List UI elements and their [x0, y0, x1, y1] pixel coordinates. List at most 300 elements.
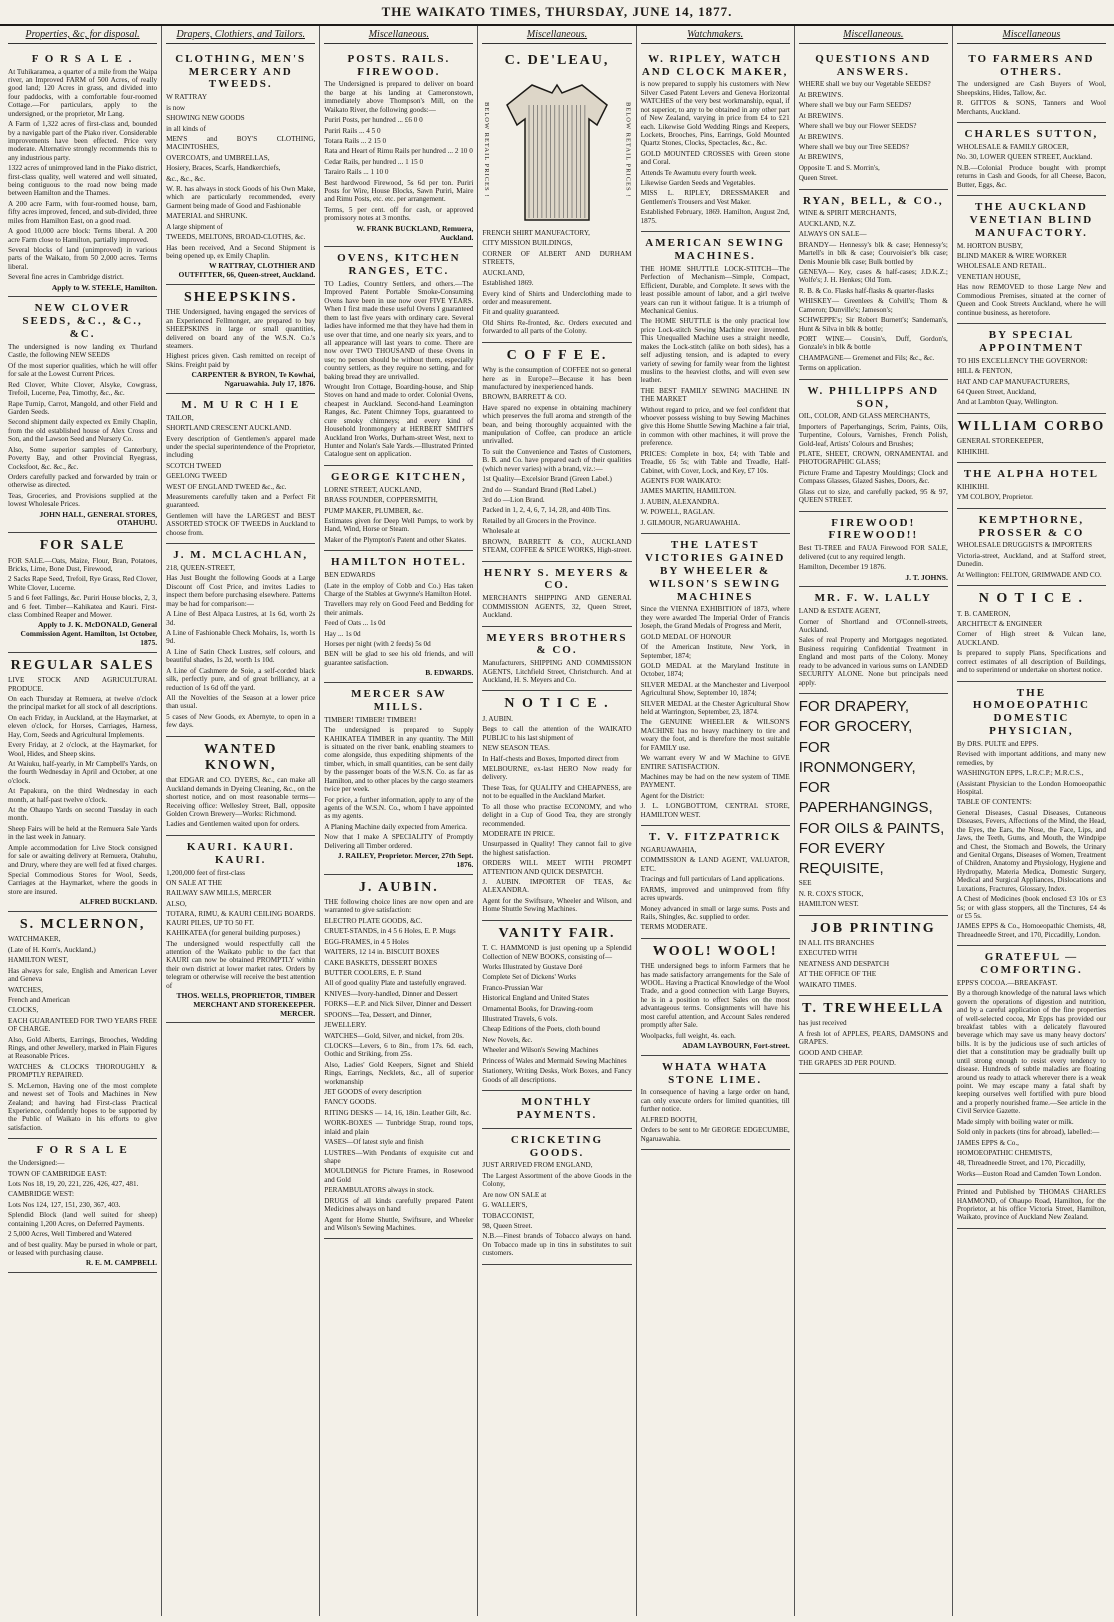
banner-line: FOR PAPERHANGINGS,: [798, 779, 933, 817]
ad-title: QUESTIONS AND ANSWERS.: [815, 52, 932, 78]
ad-paragraph: Franco-Prussian War: [482, 983, 543, 992]
ad-title: RYAN, BELL, & CO.,: [802, 194, 944, 207]
ad-body: [8, 343, 157, 509]
advertisement: [482, 1129, 631, 1265]
ad-paragraph: A Chest of Medicines (book enclosed £3 10s or £3 5s; or with glass stoppers, all the Tinctures, £4 4s or £5 5s.: [956, 895, 1106, 920]
ad-paragraph: BRANDY— Hennessy's blk & case; Hennessy's; Martell's in blk & case; Courvoisier's blk case; Denis Mounie blk case; Bulk bottled by: [798, 240, 948, 266]
column-heading: Drapers, Clothiers, and Tailors.: [166, 26, 315, 44]
ad-paragraph: At Wellington: FELTON, GRIMWADE AND CO.: [956, 570, 1102, 579]
ad-paragraph: Orders to be sent to Mr GEORGE EDGECUMBE, Ngaruawahia.: [640, 1126, 790, 1143]
ad-paragraph: DRUGS of all kinds carefully prepared Patent Medicines always on hand: [324, 1196, 474, 1214]
ad-paragraph: ARCHITECT & ENGINEER: [956, 619, 1043, 628]
ad-paragraph: GOOD AND CHEAP.: [798, 1048, 863, 1057]
ad-paragraph: 1,200,000 feet of first-class: [166, 868, 245, 877]
advertisement: [799, 916, 948, 996]
ad-paragraph: WATCHES & CLOCKS THOROUGHLY & PROMPTLY REPAIRED.: [8, 1062, 158, 1080]
advertisement: [957, 682, 1106, 947]
ad-paragraph: WHOLESALE AND RETAIL.: [956, 262, 1047, 271]
ad-paragraph: Victoria-street, Auckland, and at Stafford street, Dunedin.: [956, 551, 1106, 569]
ad-paragraph: Horses per night (with 2 feeds) 5s 0d: [324, 640, 431, 649]
ad-paragraph: CLOCKS,: [8, 1006, 39, 1015]
ad-body: [482, 594, 631, 619]
advertisement: [482, 48, 631, 343]
ad-title: FIREWOOD! FIREWOOD!!: [828, 516, 919, 542]
ad-paragraph: At BREWIN'S,: [798, 153, 844, 162]
ad-paragraph: Maker of the Plympton's Patent and other Skates.: [324, 535, 467, 544]
advertisement: [799, 380, 948, 512]
ad-paragraph: A Farm of 1,322 acres of first-class and, bounded by a navigable part of the Piako river. Considerable improvements have been effected. Price very moderate. Alternative strongly recommends this to any industrious party.: [8, 120, 158, 162]
ad-body: [324, 486, 473, 545]
ad-body: [957, 483, 1106, 502]
ad-paragraph: WHISKEY— Greenlees & Colvill's; Thom & Cameron; Dunville's; Jameson's;: [798, 297, 948, 314]
ad-paragraph: YM COLBOY, Proprietor.: [956, 493, 1033, 502]
side-text-left: BELOW RETAIL PRICES !: [483, 102, 491, 198]
shirt-illustration-wrap: [482, 71, 631, 229]
ad-title: MERCER SAW MILLS.: [351, 688, 447, 713]
ad-paragraph: JAMES EPPS & Co., Homoeopathic Chemists, 48, Threadneedle Street, and 170, Piccadilly, London.: [956, 922, 1106, 939]
ad-signature: ALFRED BUCKLAND.: [79, 897, 158, 907]
ad-paragraph: Established 1869.: [482, 279, 534, 288]
ad-paragraph: The GENUINE WHEELER & WILSON'S MACHINE has no heavy machinery to tire and weary the foot, and is therefore the most suitable for FAMILY use.: [640, 718, 790, 752]
ad-paragraph: Hay ... 1s 0d: [324, 629, 361, 638]
ad-title: THE LATEST VICTORIES GAINED BY WHEELER & WILSON'S SEWING MACHINES: [644, 539, 786, 603]
ad-paragraph: A good 10,000 acre block: Terms liberal. A 200 acre Farm close to Hamilton, partially improved.: [8, 227, 158, 244]
advertisement: [8, 48, 157, 298]
ad-title: C O F F E E.: [506, 347, 608, 363]
advertisement: [324, 247, 473, 466]
ad-paragraph: ALFRED BOOTH,: [640, 1115, 697, 1124]
ad-signature: J. T. JOHNS.: [905, 572, 948, 582]
ad-paragraph: Ladies and Gentlemen waited upon for orders.: [166, 820, 300, 829]
ad-signature: B. EDWARDS.: [425, 668, 474, 678]
ad-paragraph: Is prepared to supply Plans, Specifications and correct estimates of all description of Buildings, and to superintend or undertake on shortest notice.: [956, 649, 1106, 675]
ad-paragraph: All of good quality Plate and tastefully engraved.: [324, 979, 466, 988]
ad-title: THE ALPHA HOTEL: [963, 468, 1099, 481]
ad-body: [957, 610, 1106, 675]
ad-paragraph: Agent for the Swiftsure, Wheeler and Wilson, and Home Shuttle Sewing Machines.: [482, 896, 632, 914]
ad-paragraph: THE Undersigned, having engaged the services of an Experienced Fellmonger, are prepared to buy SHEEPSKINS in large or small quantities, delivered on board any of the W.S.N. Co.'s steamers.: [166, 308, 316, 351]
ad-paragraph: JAMES MARTIN, HAMILTON.: [640, 487, 736, 496]
ad-paragraph: THE following choice lines are now open and are warranted to give satisfaction:: [324, 898, 474, 915]
ad-paragraph: JUST ARRIVED FROM ENGLAND,: [482, 1161, 593, 1170]
advertisement: [324, 875, 473, 1240]
ad-paragraph: To suit the Convenience and Tastes of Customers, B. B. and Co. have prepared each of their qualities (which never varies) with a brand, viz.:—: [482, 447, 632, 473]
ad-body: [641, 265, 790, 527]
ad-paragraph: The Largest Assortment of the above Goods in the Colony,: [482, 1171, 632, 1189]
ad-paragraph: FRENCH SHIRT MANUFACTORY,: [482, 229, 590, 238]
ad-paragraph: R. B. & Co. Flasks half-flasks & quarter-flasks: [798, 286, 934, 295]
ad-paragraph: NEW SEASON TEAS.: [482, 744, 550, 753]
ad-paragraph: SPOONS—Tea, Dessert, and Dinner,: [324, 1010, 432, 1019]
ad-title: CRICKETING GOODS.: [510, 1133, 604, 1159]
ad-body: [799, 412, 948, 504]
ad-body: [957, 242, 1106, 317]
ad-paragraph: Tracings and full particulars of Land applications.: [640, 875, 785, 884]
ad-title: WOOL! WOOL!: [652, 943, 778, 959]
ad-paragraph: Wrought Iron Cottage, Boarding-house, and Ship Stoves on hand and made to order. Colonial Ovens, cheapest in Auckland. Second-hand Leamington Ranges, &c. Patent Chimney Tops, guaranteed to cure smoky chimneys; and every kind of Household Ironmongery at HERBERT SMITH'S Auckland Iron Works, Durham-street West, next to Hunter and Nolan's Sale Yards.—Illustrated Printed Catalogue sent on application.: [324, 383, 474, 459]
advertisement: [641, 939, 790, 1056]
ad-signature: Apply to W. STEELE, Hamilton.: [51, 282, 158, 292]
ad-paragraph: Machines may be had on the new system of TIME PAYMENT.: [640, 773, 790, 790]
ad-paragraph: MODERATE IN PRICE.: [482, 829, 555, 838]
ad-paragraph: T. C. HAMMOND is just opening up a Splendid Collection of NEW BOOKS, consisting of—: [482, 944, 632, 961]
ad-paragraph: Red Clover, White Clover, Alsyke, Cowgrass, Trefoil, Lucerne, Pea, Timothy, &c., &c.: [8, 380, 158, 398]
ad-paragraph: Sold only in packets (tins for abroad), labelled:—: [956, 1128, 1100, 1137]
advertisement: [166, 285, 315, 394]
ad-body: [799, 209, 948, 372]
ad-paragraph: Also, Gold Alberts, Earrings, Brooches, Wedding Rings, and other Jewellery, marked in Plain Figures at Reasonable Prices.: [8, 1035, 158, 1061]
ad-paragraph: Has been received, And a Second Shipment is being opened up, ex Emily Chaplin.: [166, 243, 316, 261]
ad-body: [482, 944, 631, 1084]
ad-body: [482, 229, 631, 336]
ad-paragraph: Are now ON SALE at: [482, 1190, 547, 1199]
ad-paragraph: Retailed by all Grocers in the Province.: [482, 516, 596, 525]
ad-paragraph: CHAMPAGNE— Gremenet and Fils; &c., &c.: [798, 353, 935, 362]
ad-paragraph: BROWN, BARRETT & CO., AUCKLAND STEAM, COFFEE & SPICE WORKS, High-street.: [482, 537, 632, 555]
banner-text: [799, 697, 948, 879]
ad-title: REGULAR SALES: [10, 657, 155, 673]
column-5: [637, 26, 795, 1616]
advertisement: [641, 534, 790, 826]
ad-paragraph: A Planing Machine daily expected from America.: [324, 822, 467, 831]
ad-paragraph: SILVER MEDAL at the Chester Agricultural Show held at Warrington, September, 23, 1874.: [640, 699, 790, 717]
ad-paragraph: PUMP MAKER, PLUMBER, &c.: [324, 506, 424, 515]
ad-paragraph: Teas, Groceries, and Provisions supplied at the lowest Wholesale Prices.: [8, 491, 158, 509]
ad-body: [324, 280, 473, 459]
advertisement: [8, 1139, 157, 1273]
ad-paragraph: French and American: [8, 995, 70, 1004]
ad-title: THE AUCKLAND VENETIAN BLIND MANUFACTORY.: [969, 201, 1094, 239]
ad-signature: CARPENTER & BYRON, Te Kowhai, Ngaruawahia. July 17, 1876.: [191, 370, 316, 389]
ad-paragraph: J. GILMOUR, NGARUAWAHIA.: [640, 518, 741, 527]
ad-paragraph: Feed of Oats ... 1s 0d: [324, 619, 386, 628]
ad-paragraph: To all those who practise ECONOMY, and who delight in a Cup of Good Tea, they are strongly recommended.: [482, 802, 632, 828]
ad-paragraph: the Undersigned:—: [8, 1159, 65, 1168]
ad-paragraph: In Half-chests and Boxes, Imported direct from: [482, 754, 619, 763]
ad-paragraph: KNIVES—Ivory-handled, Dinner and Dessert: [324, 989, 458, 998]
column-7: [953, 26, 1110, 1616]
ad-paragraph: Have spared no expense in obtaining machinery which preserves the full aroma and strength of the bean, and being thoroughly acquainted with the manipulation of Coffee, can produce an article unrivalled.: [482, 403, 632, 446]
advertisement: [166, 836, 315, 1024]
ad-paragraph: J. AUBIN.: [482, 714, 513, 723]
ad-paragraph: SCOTCH TWEED: [166, 461, 222, 470]
ad-title: T. TREWHEELLA: [802, 1001, 945, 1016]
ad-paragraph: IN ALL ITS BRANCHES: [798, 938, 875, 947]
ad-paragraph: EXECUTED WITH: [798, 949, 858, 958]
ad-paragraph: Likewise Garden Seeds and Vegetables.: [640, 179, 756, 188]
ad-paragraph: At Waiuku, half-yearly, in Mr Campbell's Yards, on the fourth Wednesday in April and October, at one o'clock.: [8, 759, 158, 785]
ad-paragraph: A Line of Satin Check Lustres, self colours, and beautiful shades, 1s 2d, worth 1s 10d.: [166, 647, 316, 665]
ad-title: T. V. FITZPATRICK: [648, 831, 782, 844]
ad-body: [482, 715, 631, 914]
advertisement: [799, 587, 948, 694]
ad-paragraph: JAMES EPPS & Co.,: [956, 1138, 1019, 1147]
ad-paragraph: Unsurpassed in Quality! They cannot fail to give the highest satisfaction.: [482, 840, 632, 857]
advertisement: [641, 1056, 790, 1150]
ad-paragraph: Best hardwood Firewood, 5s 6d per ton. Puriri Posts for Wire, House Blocks, Sawn Puriri, Maire and Rimu Posts, etc. etc. per arrangement.: [324, 178, 474, 204]
ad-paragraph: Attends Te Awamutu every fourth week.: [640, 168, 757, 177]
column-heading: Miscellaneous.: [482, 26, 631, 44]
ad-paragraph: By DRS. PULTE and EPPS.: [956, 739, 1039, 748]
ad-paragraph: HAMILTON WEST.: [798, 900, 859, 909]
ad-paragraph: FANCY GOODS.: [324, 1098, 377, 1107]
ad-paragraph: The Undersigned is prepared to deliver on board the barge at his landing at Cameronstown, immediately above Thompson's Mill, on the Waikato River, the following goods:—: [324, 80, 474, 114]
ad-paragraph: Every Friday, at 2 o'clock, at the Haymarket, for Wool, Hides, and Sheep skins.: [8, 741, 158, 758]
ad-paragraph: Picture Frame and Tapestry Mouldings; Clock and Compass Glasses, Glazed Sashes, Doors, &c.: [798, 468, 948, 486]
ad-paragraph: is now: [166, 103, 186, 112]
ad-paragraph: TOWN OF CAMBRIDGE EAST:: [8, 1169, 107, 1178]
ad-paragraph: In consequence of having a large order on hand, can only execute orders for limited quantities, till further notice.: [640, 1088, 790, 1114]
ad-paragraph: J. AUBIN, ALEXANDRA.: [640, 497, 720, 506]
ad-paragraph: NEATNESS AND DESPATCH: [798, 959, 890, 968]
ad-paragraph: ELECTRO PLATE GOODS, &C.: [324, 916, 423, 925]
ad-paragraph: MERCHANTS SHIPPING AND GENERAL COMMISSION AGENTS, 32, Queen Street, Auckland.: [482, 594, 632, 620]
ad-body: [324, 716, 473, 850]
ad-paragraph: A large shipment of: [166, 222, 223, 231]
ad-body: [641, 605, 790, 819]
ad-paragraph: W. POWELL, RAGLAN.: [640, 508, 715, 517]
ad-paragraph: Hosiery, Braces, Scarfs, Handkerchiefs,: [166, 164, 281, 173]
ad-body: [799, 607, 948, 687]
ad-body: [641, 1088, 790, 1143]
ad-paragraph: that EDGAR and CO. DYERS, &c., can make all Auckland demands in Dyeing Cleaning, &c., on the shortest notice, and on most reasonable terms—Receiving office: Wellesley Street, Ball, opposite Golden Crown Brewery—Works: Richmond.: [166, 776, 316, 819]
banner-line: FOR EVERY REQUISITE,: [798, 839, 885, 877]
ad-paragraph: N.B.—Finest brands of Tobacco always on hand. On Tobacco made up in tins in substitutes to suit customers.: [482, 1232, 632, 1258]
ad-paragraph: MELBOURNE, ex-last HERO Now ready for delivery.: [482, 764, 632, 782]
ad-body: [166, 93, 315, 260]
ad-title: GRATEFUL — COMFORTING.: [980, 951, 1083, 977]
ad-body: [957, 143, 1106, 189]
ad-paragraph: Fit and quality guaranteed.: [482, 308, 560, 317]
ad-paragraph: Puriri Posts, per hundred ... £6 0 0: [324, 116, 423, 125]
ad-paragraph: Of the American Institute, New York, in September, 1874;: [640, 643, 790, 660]
ad-paragraph: Has now REMOVED to those Large New and Commodious Premises, situated at the corner of Queen and Cook Streets Auckland, where he will continue business, as heretofore.: [956, 283, 1106, 317]
ad-body: [324, 80, 473, 222]
advertisement: [641, 826, 790, 939]
ad-paragraph: Hamilton, December 19 1876.: [798, 563, 886, 572]
ad-title: S. MCLERNON,: [19, 917, 146, 933]
ad-title: WHATA WHATA STONE LIME.: [662, 1060, 769, 1086]
advertisement: [324, 466, 473, 551]
ad-paragraph: Has always for sale, English and American Lever and Geneva: [8, 966, 158, 984]
ad-paragraph: Gentlemen will have the LARGEST and BEST ASSORTED STOCK OF TWEEDS in Auckland to choose from.: [166, 511, 316, 537]
ad-title: KAURI. KAURI. KAURI.: [186, 840, 295, 866]
ad-paragraph: Complete Set of Dickens' Works: [482, 973, 577, 982]
ad-paragraph: WATCHES,: [8, 985, 43, 994]
ad-paragraph: Queen Street.: [798, 174, 838, 183]
ad-paragraph: THE GRAPES 3D PER POUND.: [798, 1059, 896, 1068]
ad-paragraph: KIHIKIHI.: [956, 447, 989, 456]
ad-paragraph: LAND & ESTATE AGENT,: [798, 607, 881, 616]
ad-paragraph: Totara Rails ... 2 15 0: [324, 136, 387, 145]
ad-title: JOB PRINTING: [810, 920, 936, 936]
ad-paragraph: Works—Euston Road and Camden Town London.: [956, 1169, 1102, 1178]
ad-paragraph: is now prepared to supply his customers with New Silver Cased Patent Levers and Geneva Horizontal WATCHES of the very best workmanship, equal, if not superior, to any to be obtained in any other part of New Zealand, varying in price from £4 to £21 each. Likewise Gold Wedding Rings and Keepers, Lockets, Brooches, Pins, Earrings, Gold Mounted Quartz Stones, Clocks, Spectacles, &c., &c.: [640, 80, 790, 148]
advertisement: [482, 562, 631, 627]
ad-paragraph: WHOLESALE & FAMILY GROCER,: [956, 142, 1069, 151]
ad-paragraph: TAILOR,: [166, 413, 194, 422]
ad-paragraph: EGG-FRAMES, in 4 5 Holes: [324, 937, 409, 946]
ad-paragraph: LUSTRES—With Pendants of exquisite cut and shape: [324, 1148, 474, 1165]
ad-paragraph: TO Ladies, Country Settlers, and others.—The Improved Patent Portable Smoke-Consuming Ovens have been in use now over FIVE YEARS. When I first made these useful Ovens I guaranteed them to last five years with ordinary care. Several ladies have informed me that they have had them in use over that time, and one nearly six years, and to all appearance will last years to come. There are now over TWO THOUSAND of these Ovens in use; no person should be without them, especially country settlers, as they require no setting, and for baking bread they are unrivalled.: [324, 279, 474, 381]
ad-signature: J. RAILEY, Proprietor. Mercer, 27th Sept. 1876.: [337, 851, 474, 869]
ad-paragraph: Second shipment daily expected ex Emily Chaplin, from the old established house of Alex Cross and Son, and the Lawson Seed and Nursery Co.: [8, 418, 158, 444]
ad-paragraph: LIVE STOCK AND AGRICULTURAL PRODUCE.: [8, 676, 158, 693]
ad-paragraph: TWEEDS, MELTONS, BROAD-CLOTHS, &c.: [166, 233, 306, 242]
ad-paragraph: FARMS, improved and unimproved from fifty acres upwards.: [640, 885, 790, 903]
ad-paragraph: PLATE, SHEET, CROWN, ORNAMENTAL and PHOTOGRAPHIC GLASS;: [798, 450, 948, 467]
ad-paragraph: At BREWIN'S.: [798, 132, 844, 141]
ad-paragraph: Terms on application.: [798, 364, 862, 373]
ad-paragraph: THE undersigned begs to inform Farmers that he has made satisfactory arrangements for the Sale of WOOL. Having a Practical Knowledge of the Wool Trade, and a good connection with Large Buyers, he is in a position to effect Sales on the most advantageous terms. Consignments will have his most careful attention, and Account Sales rendered promptly after Sale.: [640, 962, 790, 1030]
ad-body: [166, 308, 315, 369]
ad-body: [641, 846, 790, 932]
ad-paragraph: (Late in the employ of Cobb and Co.) Has taken Charge of the Stables at Gwynne's Hamilton Hotel.: [324, 581, 474, 598]
ad-paragraph: The undersigned are Cash Buyers of Wool, Sheepskins, Hides, Tallow, &c.: [956, 80, 1106, 97]
banner-line: FOR GROCERY,: [798, 718, 913, 736]
columns: [0, 26, 1114, 1616]
ad-paragraph: WASHINGTON EPPS, L.R.C.P.; M.R.C.S.,: [956, 769, 1084, 778]
ad-paragraph: A Line of Best Alpaca Lustres, at 1s 6d, worth 2s 3d.: [166, 610, 316, 627]
column-heading: Miscellaneous: [957, 26, 1106, 44]
ad-title: AMERICAN SEWING MACHINES.: [645, 237, 785, 263]
advertisement: [957, 196, 1106, 324]
ad-paragraph: At Papakura, on the third Wednesday in each month, at half-past twelve o'clock.: [8, 787, 158, 804]
ad-signature: W RATTRAY, CLOTHIER AND OUTFITTER, 66, Queen-street, Auckland.: [178, 261, 316, 280]
ad-paragraph: in all kinds of: [166, 124, 206, 133]
ad-paragraph: BUTTER COOLERS, E. P. Stand: [324, 968, 422, 977]
ad-paragraph: Revised with important additions, and many new remedies, by: [956, 750, 1106, 767]
ad-paragraph: WEST OF ENGLAND TWEED &c., &c.: [166, 482, 287, 491]
ad-paragraph: Best TI-TREE and FAUA Firewood FOR SALE, delivered (cut to any required length.: [798, 544, 948, 561]
ad-title: C. DE'LEAU,: [504, 52, 610, 68]
column-heading: Properties, &c, for disposal.: [8, 26, 157, 44]
ad-paragraph: Highest prices given. Cash remitted on receipt of Skins. Freight paid by: [166, 352, 316, 369]
ad-paragraph: has just received: [798, 1019, 847, 1028]
ad-body: [641, 962, 790, 1040]
ad-paragraph: Special Commodious Stores for Wool, Seeds, Carriages at the Haymarket, where the goods in store are insured.: [8, 871, 158, 896]
ad-body: [166, 564, 315, 730]
ad-body: [799, 1019, 948, 1067]
ad-title: MEYERS BROTHERS & CO.: [486, 631, 628, 657]
ad-paragraph: J. AUBIN. IMPORTER OF TEAS, &c ALEXANDRA.: [482, 878, 632, 895]
ad-title: CHARLES SUTTON,: [964, 128, 1099, 141]
banner-line: FOR OILS & PAINTS,: [798, 819, 945, 837]
ad-paragraph: CORNER OF ALBERT AND DURHAM STREETS,: [482, 249, 632, 267]
ad-body: [799, 544, 948, 571]
ad-title: POSTS. RAILS. FIREWOOD.: [347, 52, 451, 78]
ad-title: VANITY FAIR.: [498, 925, 616, 941]
advertisement: [482, 691, 631, 920]
ad-paragraph: MEN'S and BOY'S CLOTHING, MACINTOSHES,: [166, 134, 316, 152]
ad-paragraph: Where shall we buy our Tree SEEDS?: [798, 142, 909, 151]
ad-paragraph: Made simply with boiling water or milk.: [956, 1117, 1074, 1126]
ad-paragraph: Printed and Published by THOMAS CHARLES HAMMOND, of Ohaupo Road, Hamilton, for the Proprietor, at his office Victoria Street, Hamilton, Waikato, province of Auckland New Zealand.: [956, 1188, 1106, 1222]
ad-body: [482, 366, 631, 554]
ad-title: NEW CLOVER SEEDS, &C., &C., &C.: [22, 302, 143, 341]
advertisement: [8, 297, 157, 533]
advertisement: [324, 551, 473, 683]
ad-paragraph: ORDERS WILL MEET WITH PROMPT ATTENTION AND QUICK DESPATCH.: [482, 859, 632, 876]
ad-paragraph: These Teas, for QUALITY and CHEAPNESS, are not to be equalled in the Auckland Market.: [482, 783, 632, 801]
ad-title: GEORGE KITCHEN,: [330, 470, 467, 483]
advertisement: [799, 996, 948, 1074]
ad-paragraph: J. L. LONGBOTTOM, CENTRAL STORE, HAMILTON WEST.: [640, 802, 790, 819]
ad-body: [957, 357, 1106, 407]
ad-paragraph: Opposite T. and S. Morrin's,: [798, 163, 880, 172]
ad-paragraph: The undersigned is prepared to Supply KAHIKATEA TIMBER in any quantity. The Mill is situated on the river bank, enabling steamers to come alongside, thus expediting shipments of the timber, which, in small quantities, can be sent daily by the passenger boats of the W.S.N. Co. as far as Hamilton, and to other places by the cargo steamers twice per week.: [324, 726, 474, 794]
ad-paragraph: N. R. COX'S STOCK,: [798, 889, 864, 898]
ad-paragraph: At BREWIN'S.: [798, 90, 844, 99]
advertisement: [166, 48, 315, 285]
ad-paragraph: GOLD MEDAL OF HONOUR: [640, 632, 732, 641]
ad-paragraph: Importers of Paperhangings, Scrim, Paints, Oils, Turpentine, Colours, Varnishes, French Polish, Gold-leaf, Artists' Colours and Brushes;: [798, 422, 948, 448]
ad-paragraph: Old Shirts Re-fronted, &c. Orders executed and forwarded to all parts of the Colony.: [482, 318, 632, 336]
ad-paragraph: MATERIAL and SHRUNK.: [166, 212, 248, 221]
ad-title: THE HOMOEOPATHIC DOMESTIC PHYSICIAN,: [972, 686, 1090, 738]
ad-paragraph: TABLE OF CONTENTS:: [956, 798, 1032, 807]
ad-paragraph: WORK-BOXES — Tunbridge Strap, round tops, inlaid and plain: [324, 1119, 474, 1136]
ad-paragraph: TOBACCONIST,: [482, 1211, 534, 1220]
advertisement: [799, 48, 948, 190]
ad-paragraph: Now that I make A SPECIALITY of Promptly Delivering all Timber ordered.: [324, 833, 474, 850]
advertisement: [799, 512, 948, 588]
ad-paragraph: TERMS MODERATE.: [640, 923, 708, 932]
advertisement: [8, 912, 157, 1139]
ad-paragraph: NGARUAWAHIA,: [640, 845, 697, 854]
ad-title: HAMILTON HOTEL.: [330, 556, 467, 569]
ad-paragraph: GOLD MEDAL at the Maryland Institute in October, 1874;: [640, 661, 790, 679]
ad-title: N O T I C E .: [504, 696, 610, 712]
ad-title: N O T I C E .: [978, 591, 1085, 607]
ad-paragraph: N.B.—Colonial Produce bought with prompt returns in Cash and Goods, for all Cheese, Bacon, Butter, Eggs, &c.: [956, 163, 1106, 189]
ad-paragraph: AT THE OFFICE OF THE: [798, 970, 877, 979]
ad-paragraph: BRASS FOUNDER, COPPERSMITH,: [324, 496, 438, 505]
ad-paragraph: COMMISSION & LAND AGENT, VALUATOR, ETC.: [640, 856, 790, 873]
ad-paragraph: VASES—Of latest style and finish: [324, 1138, 424, 1147]
banner-line: FOR IRONMONGERY,: [798, 738, 916, 776]
ad-paragraph: W RATTRAY: [166, 93, 208, 102]
ad-paragraph: PERAMBULATORS always in stock.: [324, 1186, 434, 1195]
column-1: [4, 26, 162, 1616]
ad-body: [8, 676, 157, 896]
ad-paragraph: HOMOEOPATHIC CHEMISTS,: [956, 1148, 1053, 1157]
ad-paragraph: Glass cut to size, and carefully packed, 95 & 97, QUEEN STREET.: [798, 487, 948, 505]
ad-paragraph: Manufacturers, SHIPPING AND COMMISSION AGENTS, Litchfield Street, Christchurch. And at Auckland, H. S. Meyers and Co.: [482, 659, 632, 685]
ad-paragraph: At BREWIN'S.: [798, 111, 844, 120]
ad-paragraph: Also, Some superior samples of Canterbury, Poverty Bay, and other Provincial Ryegrass, Cocksfoot, &c. &c., &c.: [8, 445, 158, 471]
ad-body: [324, 571, 473, 667]
ad-paragraph: 3rd do —Lion Brand.: [482, 495, 545, 504]
advertisement: [957, 586, 1106, 681]
banner-line: FOR DRAPERY,: [798, 698, 910, 715]
ad-paragraph: AGENTS FOR WAIKATO:: [640, 477, 721, 485]
ad-paragraph: Of the most superior qualities, which he will offer for sale at the Lowest Current Prices.: [8, 361, 158, 379]
ad-paragraph: SHORTLAND CRESCENT AUCKLAND.: [166, 424, 292, 433]
masthead: [0, 0, 1114, 26]
ad-paragraph: KAHIKATEA (for general building purposes.): [166, 929, 301, 938]
ad-paragraph: Has Just Bought the following Goods at a Large Discount off Cost Price, and invites Ladies to inspect them before purchasing elsewhere. Patterns may be had for comparison:—: [166, 574, 316, 608]
ad-paragraph: Corner of High street & Vulcan lane, AUCKLAND.: [956, 630, 1106, 647]
ad-paragraph: A 200 acre Farm, with four-roomed house, barn, fifty acres improved, fenced, and sub-divided, three miles from Hamilton East, on a good road.: [8, 199, 158, 225]
ad-body: [799, 879, 948, 908]
ad-paragraph: Orders carefully packed and forwarded by train or otherwise as directed.: [8, 472, 158, 490]
ad-paragraph: We warrant every W and W Machine to GIVE ENTIRE SATISFACTION.: [640, 754, 790, 771]
ad-paragraph: WATCHMAKER,: [8, 935, 61, 944]
ad-paragraph: HAT AND CAP MANUFACTURERS,: [956, 377, 1070, 386]
ad-signature: ADAM LAYBOURN, Fort-street.: [682, 1040, 790, 1050]
ad-title: F O R S A L E: [36, 1144, 129, 1157]
